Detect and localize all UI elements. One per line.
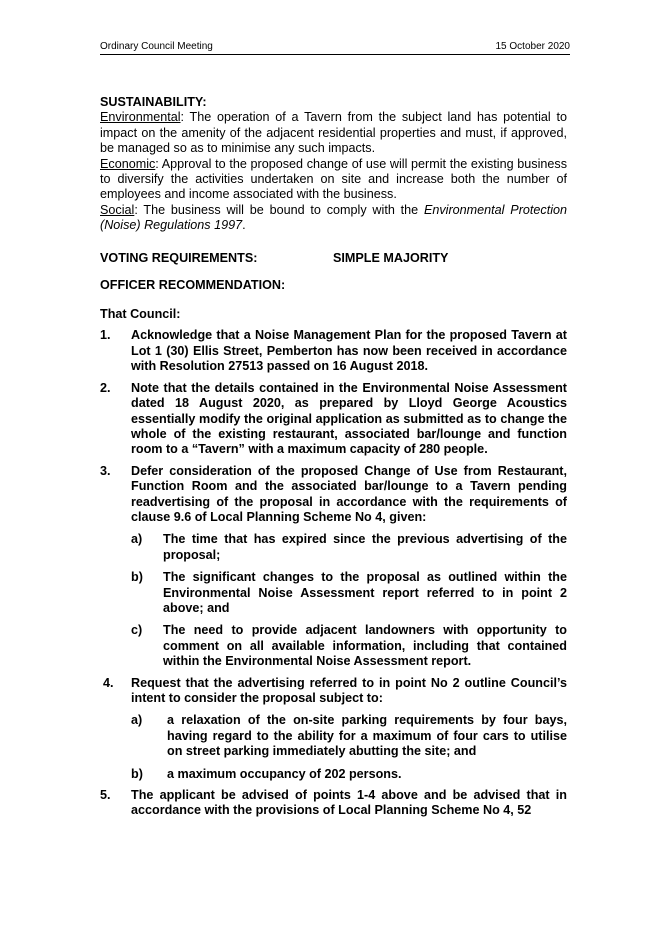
- social-text: : The business will be bound to comply with the: [134, 202, 424, 217]
- economic-paragraph: [100, 157, 567, 203]
- social-label: Social: [100, 202, 135, 217]
- economic-text: : Approval to the proposed change of use will permit the existing business to diversify the activities undertaken on site and increase both the number of employees and income associated with the business.: [100, 156, 567, 202]
- item-text: Note that the details contained in the Environmental Noise Assessment dated 18 August 2020, as prepared by Lloyd George Acoustics essentially modify the original application as submitted as to change the whole of the existing restaurant, associated bar/lounge and function room to a “Tavern” with a maximum capacity of 280 people.: [131, 380, 567, 457]
- recommendation-item: [100, 464, 567, 526]
- social-end: .: [242, 218, 246, 233]
- recommendation-item: [100, 381, 567, 458]
- item-text: The applicant be advised of points 1-4 above and be advised that in accordance with the provisions of Local Planning Scheme No 4, 52: [131, 788, 567, 818]
- environmental-paragraph: [100, 110, 567, 156]
- environmental-label: Environmental: [100, 110, 181, 125]
- item-text: Acknowledge that a Noise Management Plan for the proposed Tavern at Lot 1 (30) Ellis Street, Pemberton has now been received in accordance with Resolution 27513 passed on 16 August 2018.: [131, 328, 567, 374]
- item-number: 1.: [100, 328, 111, 343]
- sub-item: [131, 623, 567, 669]
- sub-item: [131, 532, 567, 563]
- sub-item: [131, 713, 567, 759]
- sub-item-text: The time that has expired since the previous advertising of the proposal;: [163, 532, 567, 562]
- item-number: 5.: [100, 788, 111, 803]
- item-text: Defer consideration of the proposed Change of Use from Restaurant, Function Room and the associated bar/lounge to a Tavern pending readvertising of the proposal in accordance with the requirements of clause 9.6 of Local Planning Scheme No 4, given:: [131, 463, 567, 524]
- recommendation-item: [100, 676, 567, 707]
- sub-item-letter: b): [131, 766, 143, 781]
- item-number: 4.: [103, 675, 114, 690]
- social-paragraph: [100, 203, 567, 234]
- voting-value: SIMPLE MAJORITY: [333, 250, 449, 265]
- item-number: 2.: [100, 380, 111, 395]
- recommendation-item: [100, 788, 567, 819]
- officer-recommendation-heading: OFFICER RECOMMENDATION:: [100, 277, 286, 292]
- that-council: That Council:: [100, 307, 181, 322]
- sub-item: [131, 767, 567, 782]
- recommendation-item: [100, 328, 567, 374]
- page-header: [100, 40, 570, 55]
- sustainability-heading: SUSTAINABILITY:: [100, 95, 207, 109]
- sub-item-text: The significant changes to the proposal as outlined within the Environmental Noise Assessment report referred to in point 2 above; and: [163, 570, 567, 615]
- sub-item: [131, 570, 567, 616]
- document-body: [100, 95, 567, 819]
- item-number: 3.: [100, 463, 111, 478]
- sub-item-letter: b): [131, 570, 143, 585]
- sub-item-letter: a): [131, 532, 143, 547]
- social-regulation: Environmental Protection (Noise) Regulations 1997: [100, 202, 568, 233]
- voting-label: VOTING REQUIREMENTS:: [100, 250, 258, 265]
- environmental-text: : The operation of a Tavern from the subject land has potential to impact on the amenity of the adjacent residential properties and must, if approved, be managed so as to minimise any such impacts.: [100, 110, 567, 156]
- economic-label: Economic: [100, 156, 156, 171]
- sub-item-text: a relaxation of the on-site parking requirements by four bays, having regard to the ability for a maximum of four cars to utilise on street parking immediately abutting the site; and: [167, 713, 567, 759]
- sustainability-section: [100, 95, 567, 234]
- sub-item-letter: a): [131, 713, 143, 728]
- meeting-title: Ordinary Council Meeting: [100, 41, 213, 52]
- item-text: Request that the advertising referred to in point No 2 outline Council’s intent to consider the proposal subject to:: [131, 675, 567, 705]
- sub-item-text: The need to provide adjacent landowners with opportunity to comment on all available information, including that contained within the Environmental Noise Assessment report.: [163, 623, 567, 669]
- voting-requirements: [100, 251, 567, 267]
- sub-item-text: a maximum occupancy of 202 persons.: [167, 766, 402, 781]
- meeting-date: 15 October 2020: [495, 41, 570, 52]
- sub-item-letter: c): [131, 623, 143, 638]
